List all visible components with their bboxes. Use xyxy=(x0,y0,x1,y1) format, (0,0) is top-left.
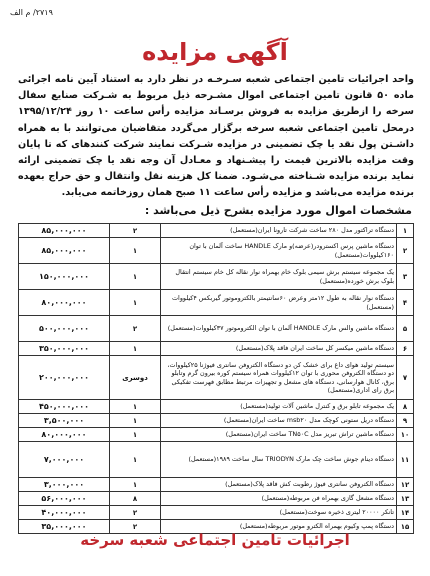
row-number: ۴ xyxy=(397,290,414,316)
row-description: دستگاه الکتروفن سانتری فیوژ رطوبت کش فاقد پلاک(مستعمل) xyxy=(161,478,397,492)
row-price: ۴۵۰,۰۰۰,۰۰۰ xyxy=(19,400,110,414)
row-price: ۷,۰۰۰,۰۰۰ xyxy=(19,442,110,478)
row-quantity: ۱ xyxy=(110,478,161,492)
table-row xyxy=(19,478,414,492)
row-quantity: ۲ xyxy=(110,316,161,342)
table-row xyxy=(19,290,414,316)
row-quantity: دوسری xyxy=(110,356,161,400)
row-number: ۲ xyxy=(397,238,414,264)
row-price: ۳,۰۰۰,۰۰۰ xyxy=(19,478,110,492)
row-price: ۱۵۰,۰۰۰,۰۰۰ xyxy=(19,264,110,290)
row-description: یک مجموعه سیستم برش سیمی بلوک خام بهمراه نوار نقاله کل خام سیستم انتقال بلوک برش خورده(مستعمل) xyxy=(161,264,397,290)
row-price: ۳,۵۰۰,۰۰۰ xyxy=(19,414,110,428)
row-number: ۵ xyxy=(397,316,414,342)
table-row xyxy=(19,400,414,414)
row-quantity: ۱ xyxy=(110,290,161,316)
row-price: ۳۵۰,۰۰۰,۰۰۰ xyxy=(19,342,110,356)
table-row xyxy=(19,428,414,442)
row-number: ۱۵ xyxy=(397,520,414,534)
items-table xyxy=(18,223,414,534)
row-quantity: ۱ xyxy=(110,342,161,356)
row-description: دستگاه پمپ وکیوم بهمراه الکترو موتور مربوطه(مستعمل) xyxy=(161,520,397,534)
items-subtitle: مشخصات اموال مورد مزایده بشرح ذیل می‌باشد : xyxy=(144,204,412,217)
row-number: ۱ xyxy=(397,224,414,238)
row-price: ۸۵,۰۰۰,۰۰۰ xyxy=(19,238,110,264)
table-row xyxy=(19,506,414,520)
table-row xyxy=(19,238,414,264)
row-quantity: ۸ xyxy=(110,492,161,506)
reference-number: ۲۷۱۹/ م الف xyxy=(10,8,53,17)
signature: اجرائیات تامین اجتماعی شعبه سرخه xyxy=(80,531,350,549)
row-number: ۶ xyxy=(397,342,414,356)
row-number: ۱۴ xyxy=(397,506,414,520)
row-price: ۸۰,۰۰۰,۰۰۰ xyxy=(19,428,110,442)
table-row xyxy=(19,316,414,342)
row-quantity: ۲ xyxy=(110,224,161,238)
row-number: ۱۳ xyxy=(397,492,414,506)
row-number: ۱۲ xyxy=(397,478,414,492)
row-number: ۷ xyxy=(397,356,414,400)
row-quantity: ۱ xyxy=(110,400,161,414)
row-price: ۲۰۰,۰۰۰,۰۰۰ xyxy=(19,356,110,400)
row-description: تانکر ۲۰۰۰۰ لیتری ذخیره سوخت(مستعمل) xyxy=(161,506,397,520)
announcement-body: واحد اجرائیات تامین اجتماعی شعبه سـرخـه در نظر دارد به استناد آیین نامه اجرائی ماده ۵۰ قانون تامین اجتماعی اموال مشـرحه ذیل مربوط به شـرکت صنایع سفال سرخه را ازطریق مزایده به فروش برسـاند مزایده رأس ساعت ۱۰ روز ۱۳۹۵/۱۲/۲۴ درمحل تامین اجتماعی شعبه سرخه برگزار می‌گردد متقاضیان می‌توانند با به همراه داشـتن پول نقد یا چک تضمینی در مزایده شـرکت نمایند شرکت کنندهای که تا پایان وقت مزایده بالاترین قیمت را پیشـنهاد و معـادل آن وجه نقد یا چک تضمینی ارائه نماید برنده مزایده شـناخته می‌شـود. ضمنا کل هزینه نقل وانتقال و حق حراج بعهده برنده مزایده می‌باشد و مزایده رأس ساعت ۱۱ صبح همان روزخاتمه می‌یابد. xyxy=(18,74,414,199)
row-description: دستگاه ماشین پرس اکسترودر(عرضه)و مارک HANDLE ساخت آلمان با توان ۱۶۰کیلووات(مستعمل) xyxy=(161,238,397,264)
row-description: دستگاه نوار نقاله به طول ۱۲متر وعرض ۶۰سانتیمتر بالکتروموتور گیربکس ۴کیلووات (مستعمل) xyxy=(161,290,397,316)
row-description: سیستم تولید هوای داغ برای خشک کن دو دستگاه الکتروفن سانتری فیوژنا ۲۵کیلووات، دو دستگاه الکتروفن محوری با توان ۱۲کیلووات همراه سیستم کوره بیرون گرم وتابلو برق، کانال هوارسانی، دستگاه های مشعل و تجهیزات مرتبط مطابق فهرست تفکیکی برق رای اداری(مستعمل) xyxy=(161,356,397,400)
table-row xyxy=(19,224,414,238)
row-description: دستگاه دریل ستونی کوچک مدل msb۲۰ ساخت ایران(مستعمل) xyxy=(161,414,397,428)
row-number: ۸ xyxy=(397,400,414,414)
row-number: ۱۱ xyxy=(397,442,414,478)
row-description: دستگاه ماشین تراش تبریز مدل TN۵۰C ساخت ایران(مستعمل) xyxy=(161,428,397,442)
row-number: ۱۰ xyxy=(397,428,414,442)
row-quantity: ۱ xyxy=(110,442,161,478)
row-price: ۸۵,۰۰۰,۰۰۰ xyxy=(19,224,110,238)
row-description: دستگاه تراکتور مدل ۲۸۰ ساخت شرکت تارونا ایران(مستعمل) xyxy=(161,224,397,238)
row-quantity: ۲ xyxy=(110,520,161,534)
row-price: ۵۶,۰۰۰,۰۰۰ xyxy=(19,492,110,506)
row-quantity: ۲ xyxy=(110,506,161,520)
row-description: دستگاه دینام جوش ساخت چک مارک TRIODYN سال ساخت ۱۹۸۹(مستعمل) xyxy=(161,442,397,478)
row-quantity: ۱ xyxy=(110,428,161,442)
row-quantity: ۱ xyxy=(110,264,161,290)
table-row xyxy=(19,492,414,506)
row-quantity: ۱ xyxy=(110,238,161,264)
row-quantity: ۱ xyxy=(110,414,161,428)
row-price: ۸۰,۰۰۰,۰۰۰ xyxy=(19,290,110,316)
table-row xyxy=(19,442,414,478)
row-price: ۴۰,۰۰۰,۰۰۰ xyxy=(19,506,110,520)
row-number: ۳ xyxy=(397,264,414,290)
row-description: یک مجموعه تابلو برق و کنترل ماشین آلات تولید(مستعمل) xyxy=(161,400,397,414)
table-row xyxy=(19,414,414,428)
row-price: ۳۵,۰۰۰,۰۰۰ xyxy=(19,520,110,534)
row-description: دستگاه ماشین والس مارک HANDLE آلمان با توان الکتروموتور ۳۷کیلووات(مستعمل) xyxy=(161,316,397,342)
row-number: ۹ xyxy=(397,414,414,428)
row-description: دستگاه ماشین میکسر کل ساخت ایران فاقد پلاک(مستعمل) xyxy=(161,342,397,356)
page-title: آگهی مزایده xyxy=(142,38,288,66)
table-row xyxy=(19,264,414,290)
table-row xyxy=(19,342,414,356)
row-price: ۵۰۰,۰۰۰,۰۰۰ xyxy=(19,316,110,342)
row-description: دستگاه مشعل گازی بهمراه فن مربوطه(مستعمل) xyxy=(161,492,397,506)
table-row xyxy=(19,356,414,400)
